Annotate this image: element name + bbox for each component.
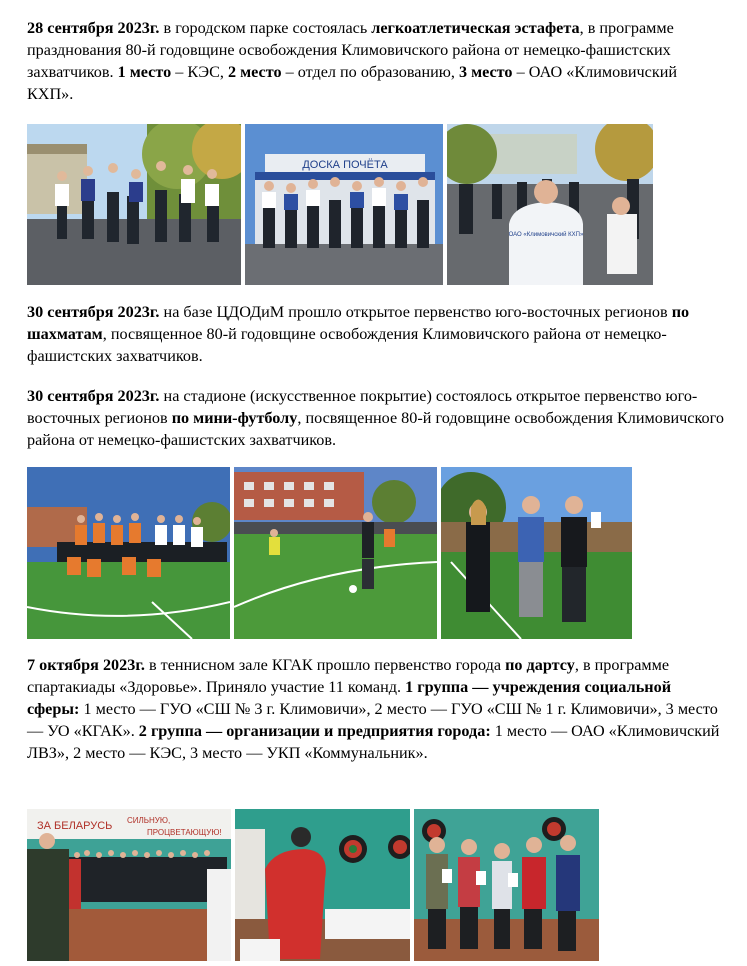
text-run: на стадионе (искусственное покрытие) состоялось открытое первенство юго-восточных регионов	[27, 387, 698, 427]
photo-darts-hall-group	[27, 809, 231, 961]
shirt-text: ОАО «Климовичский КХП»	[508, 232, 584, 238]
bold-text-run: 1 группа — учреждения социальной сферы:	[27, 678, 672, 718]
bold-text-run: 30 сентября 2023г.	[27, 387, 160, 405]
bold-text-run: 30 сентября 2023г.	[27, 303, 160, 321]
text-run: , в программе празднования 80-й годовщине освобождения Климовичского района от немецко-фашистских захватчиков.	[27, 19, 674, 81]
text-run: – КЭС,	[171, 63, 228, 81]
text-run: 1 место — ГУО «СШ № 3 г. Климовичи», 2 место — ГУО «СШ № 1 г. Климовичи», 3 место — УО «КГАК».	[27, 700, 718, 740]
photo-honor-board-group	[245, 124, 443, 285]
paragraph-football	[27, 385, 727, 451]
bold-text-run: 7 октября 2023г.	[27, 656, 145, 674]
photo-football-teams-group	[27, 467, 230, 639]
paragraph-chess	[27, 301, 727, 367]
bold-text-run: по шахматам	[27, 303, 690, 343]
text-run: , посвященное 80-й годовщине освобождения Климовичского района от немецко-фашистских захватчиков.	[27, 325, 667, 365]
text-run: в теннисном зале КГАК прошло первенство города	[144, 656, 506, 674]
text-run: в городском парке состоялась	[159, 19, 372, 37]
text-run: 1 место — ОАО «Климовичский ЛВЗ», 2 место — КЭС, 3 место — УКП «Коммунальник».	[27, 722, 720, 762]
text-run: – отдел по образованию,	[281, 63, 459, 81]
photo-relay-team-back	[447, 124, 653, 285]
paragraph-relay	[27, 17, 727, 105]
paragraph-darts	[27, 654, 727, 764]
bold-text-run: 28 сентября 2023г.	[27, 19, 160, 37]
bold-text-run: 1 место	[117, 63, 172, 81]
bold-text-run: 2 место	[227, 63, 282, 81]
text-run: , в программе спартакиады «Здоровье». Приняло участие 11 команд.	[27, 656, 670, 696]
banner-mid-text: СИЛЬНУЮ,	[127, 816, 171, 825]
board-sign-text: ДОСКА ПОЧЁТА	[302, 159, 388, 171]
photo-relay-runners	[27, 124, 241, 285]
photo-darts-thrower	[235, 809, 410, 961]
photo-darts-winners	[414, 809, 599, 961]
bold-text-run: 3 место	[458, 63, 513, 81]
text-run: , посвященное 80-й годовщине освобождения Климовичского района от немецко-фашистских захватчиков.	[27, 409, 724, 449]
banner-right-text: ПРОЦВЕТАЮЩУЮ!	[147, 828, 222, 837]
bold-text-run: по дартсу	[505, 656, 575, 674]
bold-text-run: 2 группа — организации и предприятия города:	[138, 722, 491, 740]
photo-football-match	[234, 467, 437, 639]
photo-football-awards	[441, 467, 632, 639]
banner-left-text: ЗА БЕЛАРУСЬ	[37, 820, 113, 832]
bold-text-run: по мини-футболу	[171, 409, 298, 427]
text-run: – ОАО «Климовичский КХП».	[27, 63, 678, 103]
text-run: на базе ЦДОДиМ прошло открытое первенство юго-восточных регионов	[159, 303, 672, 321]
bold-text-run: легкоатлетическая эстафета	[371, 19, 580, 37]
